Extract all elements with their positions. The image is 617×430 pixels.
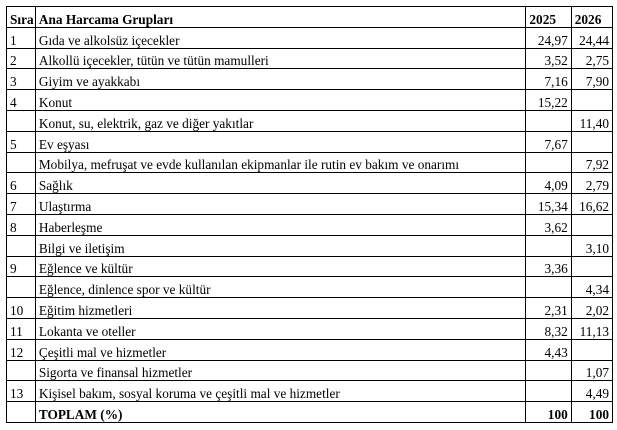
row-value-2025: 8,32 bbox=[526, 318, 571, 339]
row-group-name: Sağlık bbox=[35, 173, 526, 194]
row-number: 3 bbox=[7, 69, 36, 90]
row-number: 2 bbox=[7, 48, 36, 69]
row-group-name: Ulaştırma bbox=[35, 194, 526, 215]
table-row bbox=[7, 277, 613, 298]
row-number: 7 bbox=[7, 194, 36, 215]
row-group-name: Alkollü içecekler, tütün ve tütün mamulleri bbox=[35, 48, 526, 69]
header-year-2026: 2026 bbox=[571, 7, 612, 28]
row-value-2026: 7,92 bbox=[571, 152, 612, 173]
row-group-name: Eğlence, dinlence spor ve kültür bbox=[35, 277, 526, 298]
row-number bbox=[7, 360, 36, 381]
row-value-2026: 2,02 bbox=[571, 298, 612, 319]
row-group-name: Lokanta ve oteller bbox=[35, 318, 526, 339]
row-value-2026 bbox=[571, 256, 612, 277]
row-value-2026: 2,79 bbox=[571, 173, 612, 194]
row-group-name: Ev eşyası bbox=[35, 131, 526, 152]
row-value-2026: 24,44 bbox=[571, 27, 612, 48]
row-group-name: Haberleşme bbox=[35, 214, 526, 235]
total-value-2026: 100 bbox=[571, 402, 612, 423]
table-row bbox=[7, 110, 613, 131]
row-value-2025: 7,16 bbox=[526, 69, 571, 90]
table-row bbox=[7, 173, 613, 194]
row-group-name: Eğlence ve kültür bbox=[35, 256, 526, 277]
row-group-name: Giyim ve ayakkabı bbox=[35, 69, 526, 90]
row-group-name: Konut, su, elektrik, gaz ve diğer yakıtlar bbox=[35, 110, 526, 131]
row-group-name: Gıda ve alkolsüz içecekler bbox=[35, 27, 526, 48]
total-row bbox=[7, 402, 613, 423]
row-value-2025: 3,52 bbox=[526, 48, 571, 69]
row-number bbox=[7, 235, 36, 256]
row-value-2026 bbox=[571, 214, 612, 235]
row-value-2025 bbox=[526, 360, 571, 381]
row-value-2026 bbox=[571, 339, 612, 360]
row-value-2026: 16,62 bbox=[571, 194, 612, 215]
row-value-2026: 11,13 bbox=[571, 318, 612, 339]
table-row bbox=[7, 48, 613, 69]
table-header-row bbox=[7, 7, 613, 28]
header-group: Ana Harcama Grupları bbox=[35, 7, 526, 28]
row-number: 6 bbox=[7, 173, 36, 194]
table-row bbox=[7, 256, 613, 277]
row-value-2025: 3,62 bbox=[526, 214, 571, 235]
row-number bbox=[7, 152, 36, 173]
row-value-2026: 11,40 bbox=[571, 110, 612, 131]
row-value-2025: 3,36 bbox=[526, 256, 571, 277]
total-group-name: TOPLAM (%) bbox=[35, 402, 526, 423]
row-value-2025 bbox=[526, 277, 571, 298]
row-number bbox=[7, 110, 36, 131]
table-row bbox=[7, 360, 613, 381]
row-group-name: Konut bbox=[35, 90, 526, 111]
header-no: Sıra bbox=[7, 7, 36, 28]
row-value-2025 bbox=[526, 235, 571, 256]
row-number: 11 bbox=[7, 318, 36, 339]
table-row bbox=[7, 318, 613, 339]
table-row bbox=[7, 381, 613, 402]
row-number: 10 bbox=[7, 298, 36, 319]
table-row bbox=[7, 152, 613, 173]
expense-groups-table bbox=[6, 6, 613, 423]
row-value-2026 bbox=[571, 131, 612, 152]
table-row bbox=[7, 235, 613, 256]
header-year-2025: 2025 bbox=[526, 7, 571, 28]
row-number: 1 bbox=[7, 27, 36, 48]
row-number: 4 bbox=[7, 90, 36, 111]
table-row bbox=[7, 298, 613, 319]
row-value-2026: 1,07 bbox=[571, 360, 612, 381]
row-group-name: Kişisel bakım, sosyal koruma ve çeşitli mal ve hizmetler bbox=[35, 381, 526, 402]
row-value-2026: 3,10 bbox=[571, 235, 612, 256]
row-group-name: Mobilya, mefruşat ve evde kullanılan ekipmanlar ile rutin ev bakım ve onarımı bbox=[35, 152, 526, 173]
row-value-2026 bbox=[571, 90, 612, 111]
row-value-2025: 4,09 bbox=[526, 173, 571, 194]
table-row bbox=[7, 194, 613, 215]
table-row bbox=[7, 214, 613, 235]
total-value-2025: 100 bbox=[526, 402, 571, 423]
row-number: 9 bbox=[7, 256, 36, 277]
row-value-2025: 15,22 bbox=[526, 90, 571, 111]
row-value-2025: 15,34 bbox=[526, 194, 571, 215]
row-number: 5 bbox=[7, 131, 36, 152]
row-value-2025: 24,97 bbox=[526, 27, 571, 48]
row-value-2026: 7,90 bbox=[571, 69, 612, 90]
row-number: 8 bbox=[7, 214, 36, 235]
row-value-2025: 4,43 bbox=[526, 339, 571, 360]
row-number: 12 bbox=[7, 339, 36, 360]
table-row bbox=[7, 27, 613, 48]
row-value-2025 bbox=[526, 152, 571, 173]
row-value-2025: 2,31 bbox=[526, 298, 571, 319]
row-value-2026: 2,75 bbox=[571, 48, 612, 69]
total-number bbox=[7, 402, 36, 423]
row-group-name: Çeşitli mal ve hizmetler bbox=[35, 339, 526, 360]
table-body bbox=[7, 27, 613, 422]
row-number bbox=[7, 277, 36, 298]
table-row bbox=[7, 69, 613, 90]
row-group-name: Bilgi ve iletişim bbox=[35, 235, 526, 256]
row-value-2026: 4,49 bbox=[571, 381, 612, 402]
table-row bbox=[7, 90, 613, 111]
row-group-name: Sigorta ve finansal hizmetler bbox=[35, 360, 526, 381]
table-row bbox=[7, 339, 613, 360]
row-group-name: Eğitim hizmetleri bbox=[35, 298, 526, 319]
row-value-2025 bbox=[526, 110, 571, 131]
row-value-2025 bbox=[526, 381, 571, 402]
row-value-2026: 4,34 bbox=[571, 277, 612, 298]
row-number: 13 bbox=[7, 381, 36, 402]
table-row bbox=[7, 131, 613, 152]
row-value-2025: 7,67 bbox=[526, 131, 571, 152]
